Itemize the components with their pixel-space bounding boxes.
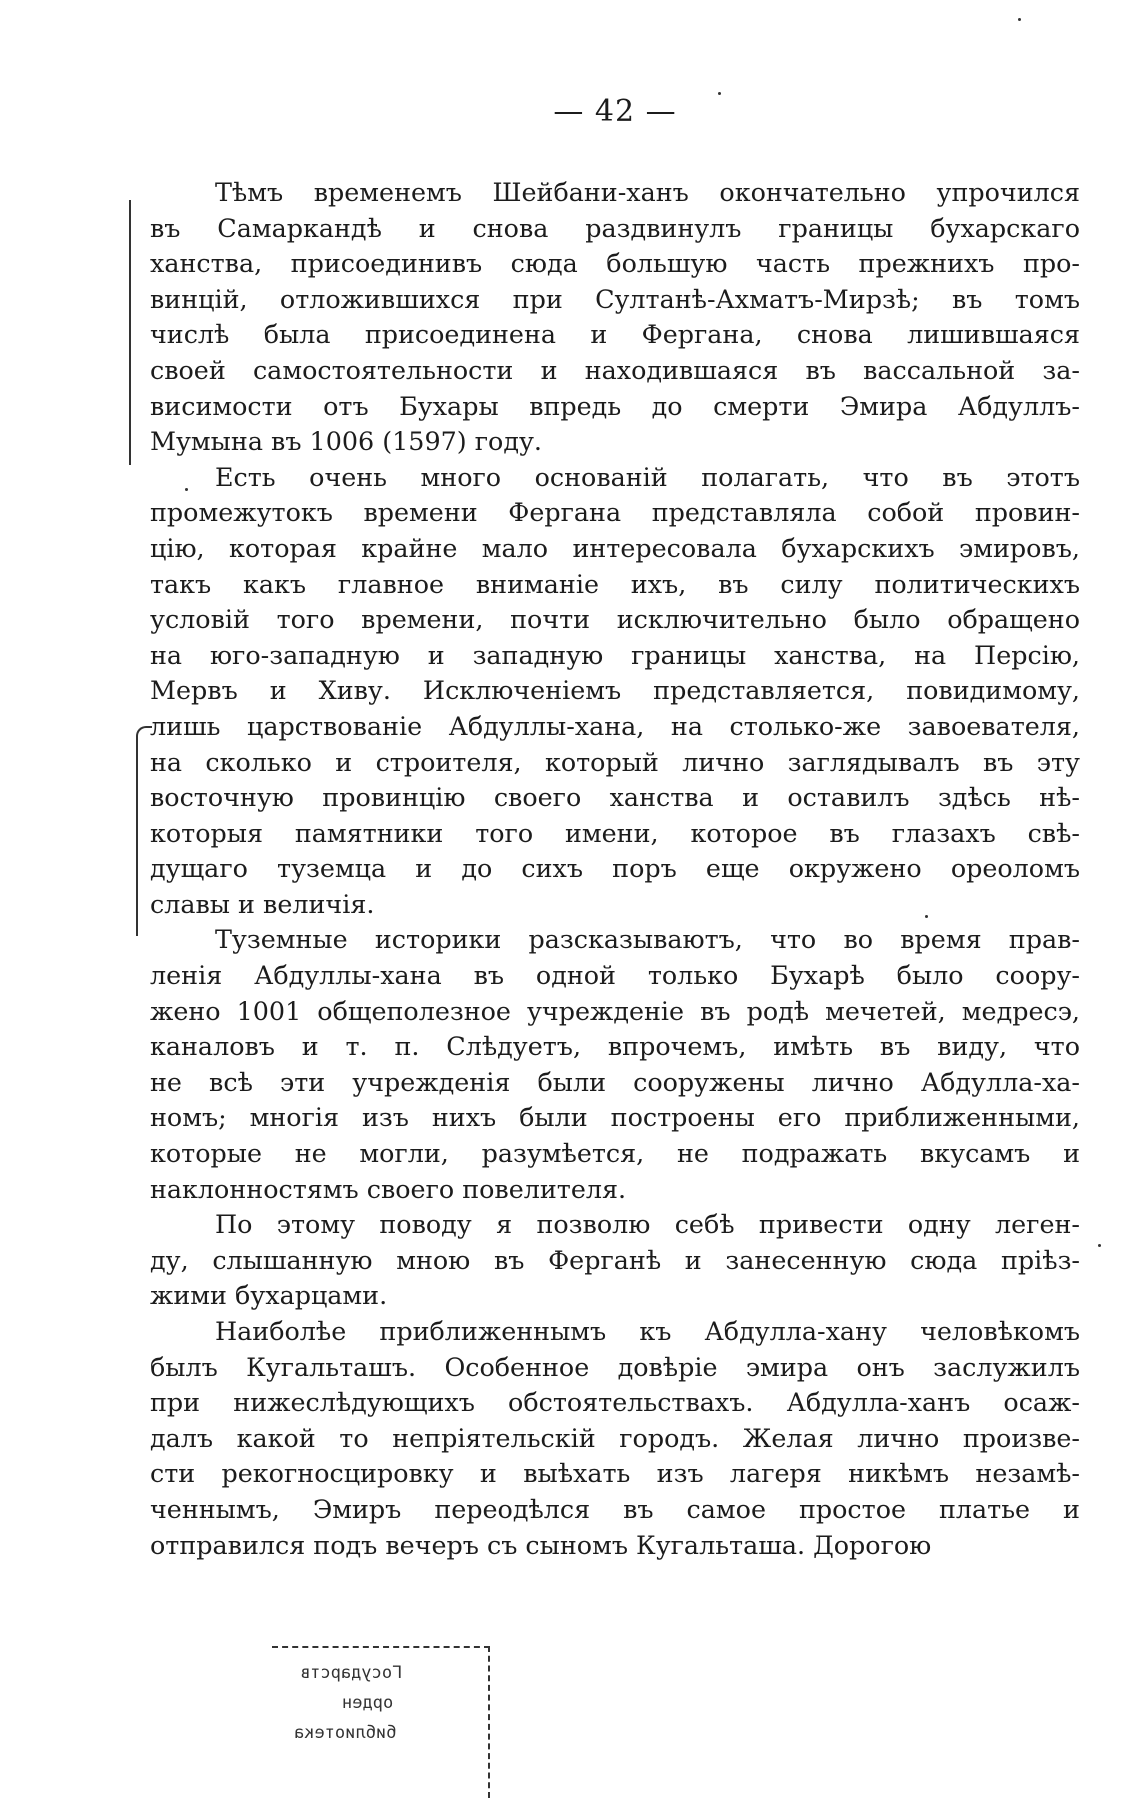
paragraph-3 [150,922,1080,1207]
text-line: восточную провинцію своего ханства и оставилъ здѣсь нѣ- [150,782,1080,813]
text-line: цію, которая крайне мало интересовала бухарскихъ эмировъ, [150,532,1080,563]
text-line: такъ какъ главное вниманіе ихъ, въ силу политическихъ [150,568,1080,599]
page-number: — 42 — [553,94,677,129]
text-line: числѣ была присоединена и Фергана, снова лишившаяся [150,319,1080,350]
text-line: наклонностямъ своего повелителя. [150,1173,627,1204]
text-line: не всѣ эти учрежденія были сооружены лично Абдулла-ха- [150,1066,1080,1097]
text-line: своей самостоятельности и находившаяся въ вассальной за- [150,354,1080,385]
text-line: ченнымъ, Эмиръ переодѣлся въ самое простое платье и [150,1493,1080,1524]
text-line: Туземные историки разсказываютъ, что во время прав- [215,924,1080,955]
text-line: ленія Абдуллы-хана въ одной только Бухарѣ было соору- [150,960,1080,991]
paragraph-2 [150,460,1080,923]
stamp-line: орден [342,1693,394,1713]
text-line: въ Самаркандѣ и снова раздвинулъ границы бухарскаго [150,212,1080,243]
text-line: Мервъ и Хиву. Исключеніемъ представляется, повидимому, [150,675,1080,706]
stamp-line: библиотека [294,1723,397,1743]
library-stamp [272,1646,490,1798]
text-line: По этому поводу я позволю себѣ привести одну леген- [215,1209,1080,1240]
margin-bracket-2 [136,738,138,936]
text-line: ду, слышанную мною въ Ферганѣ и занесенную сюда пріѣз- [150,1244,1080,1275]
text-line: славы и величія. [150,888,375,919]
stamp-line: Государств [300,1663,403,1683]
text-line: отправился подъ вечеръ съ сыномъ Кугальташа. Дорогою [150,1529,932,1560]
text-line: жено 1001 общеполезное учрежденіе въ родѣ мечетей, медресэ, [150,995,1080,1026]
text-line: висимости отъ Бухары впредь до смерти Эмира Абдуллъ- [150,390,1080,421]
text-line: каналовъ и т. п. Слѣдуетъ, впрочемъ, имѣть въ виду, что [150,1031,1080,1062]
text-line: былъ Кугальташъ. Особенное довѣріе эмира онъ заслужилъ [150,1351,1080,1382]
text-line: Наиболѣе приближеннымъ къ Абдулла-хану человѣкомъ [215,1316,1080,1346]
text-line: Мумына въ 1006 (1597) году. [150,426,542,457]
print-speck [1098,1244,1101,1247]
text-line: на юго-западную и западную границы ханства, на Персію, [150,639,1080,670]
text-line: дущаго туземца и до сихъ поръ еще окружено ореоломъ [150,853,1080,884]
text-line: номъ; многія изъ нихъ были построены его приближенными, [150,1102,1080,1133]
print-speck [718,92,721,95]
text-line: жими бухарцами. [150,1280,388,1311]
text-line: Тѣмъ временемъ Шейбани-ханъ окончательно упрочился [215,177,1080,207]
text-line: которыя памятники того имени, которое въ глазахъ свѣ- [150,817,1080,848]
text-line: ханства, присоединивъ сюда большую часть прежнихъ про- [150,248,1080,279]
paragraph-1 [150,175,1080,460]
print-speck [1018,18,1021,21]
margin-bracket-1 [129,200,131,465]
text-line: сти рекогносцировку и выѣхать изъ лагеря никѣмъ незамѣ- [150,1458,1080,1489]
paragraph-4 [150,1207,1080,1314]
text-line: далъ какой то непріятельскій городъ. Желая лично произве- [150,1422,1080,1453]
text-line: которые не могли, разумѣется, не подражать вкусамъ и [150,1138,1080,1169]
text-line: при нижеслѣдующихъ обстоятельствахъ. Абдулла-ханъ осаж- [150,1387,1080,1418]
text-line: промежутокъ времени Фергана представляла собой провин- [150,497,1080,528]
text-line: условій того времени, почти исключительно было обращено [150,604,1080,635]
paragraph-5 [150,1314,1080,1563]
text-line: Есть очень много основаній полагать, что въ этотъ [215,461,1080,492]
text-line: винцій, отложившихся при Султанѣ-Ахматъ-Мирзѣ; въ томъ [150,283,1080,314]
text-line: лишь царствованіе Абдуллы-хана, на столько-же завоевателя, [150,710,1080,741]
text-line: на сколько и строителя, который лично заглядывалъ въ эту [150,746,1080,777]
body-text [150,175,1080,1563]
